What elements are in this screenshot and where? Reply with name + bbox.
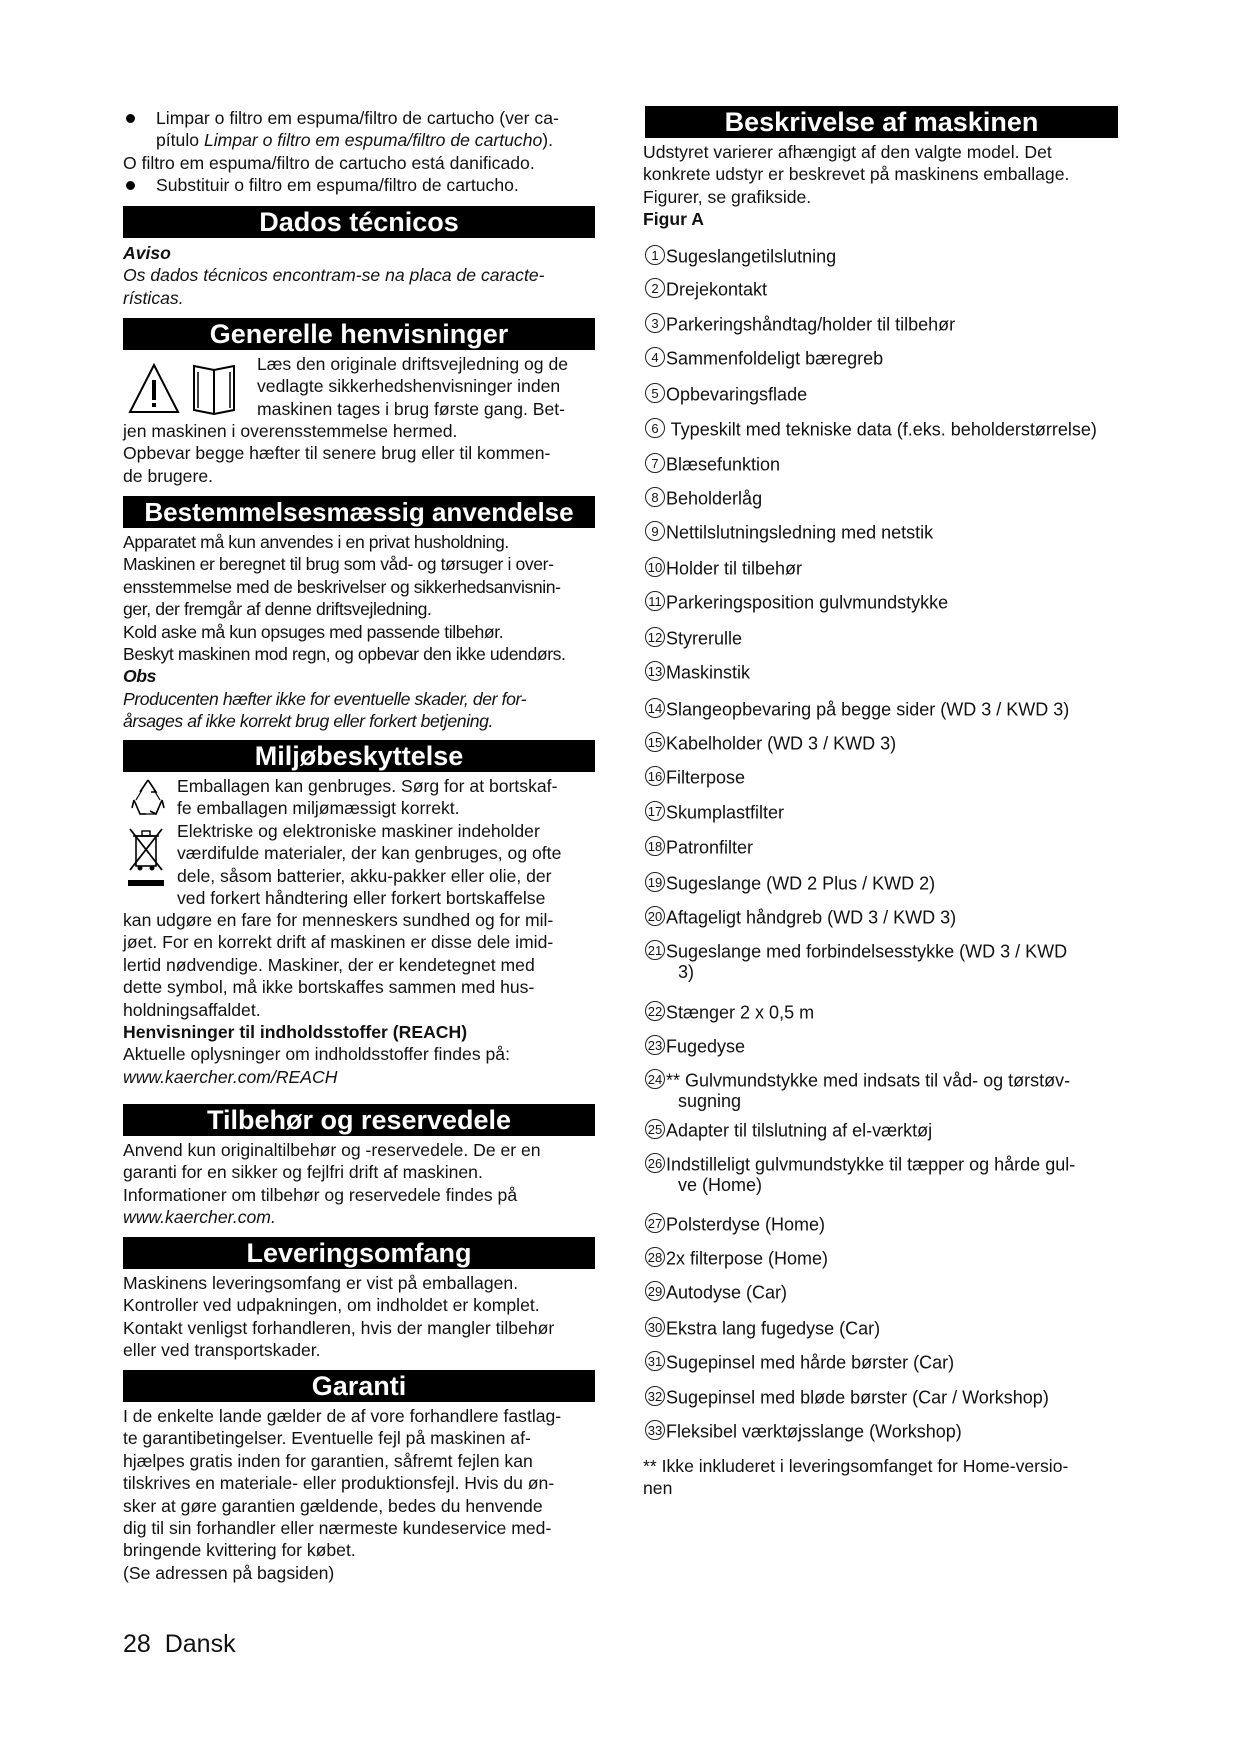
miljo-text: værdifulde materialer, der kan genbruges, og ofte — [177, 843, 562, 864]
section-title-dados: Dados técnicos — [123, 206, 595, 238]
item-label: Sugeslange med forbindelsesstykke (WD 3 / KWD — [666, 941, 1068, 962]
item-label: Polsterdyse (Home) — [666, 1214, 826, 1235]
item-number-badge: 18 — [645, 836, 665, 856]
miljo-text: lertid nødvendige. Maskiner, der er kendetegnet med — [123, 954, 535, 975]
miljo-text: Emballagen kan genbruges. Sørg for at bortskaf- — [177, 776, 558, 796]
item-number-badge: 11 — [645, 591, 665, 611]
item-number-badge: 4 — [645, 347, 665, 367]
parts-list-item — [645, 939, 1067, 962]
reach-text: Aktuelle oplysninger om indholdsstoffer findes på: — [123, 1044, 510, 1065]
intro-line: O filtro em espuma/filtro de cartucho está danificado. — [123, 152, 535, 173]
levering-text: eller ved transportskader. — [123, 1340, 321, 1361]
section-title-miljo: Miljøbeskyttelse — [123, 740, 595, 772]
generelle-text: de brugere. — [123, 465, 213, 486]
bullet-continuation: pítulo Limpar o filtro em espuma/filtro de cartucho). — [156, 130, 554, 151]
section-title-tilbehor: Tilbehør og reservedele — [123, 1104, 595, 1136]
beskrivelse-text: Figurer, se grafikside. — [643, 186, 812, 207]
section-title-levering: Leveringsomfang — [123, 1237, 595, 1269]
generelle-text: maskinen tages i brug første gang. Bet- — [257, 398, 566, 419]
item-number-badge: 17 — [645, 801, 665, 821]
page-number: 28 — [123, 1630, 151, 1658]
page-language: Dansk — [164, 1630, 236, 1658]
parts-list-item — [645, 590, 948, 613]
parts-list-item — [645, 486, 762, 509]
bullet-icon — [126, 114, 135, 123]
beskrivelse-text: konkrete udstyr er beskrevet på maskinens emballage. — [643, 164, 1070, 185]
levering-block — [123, 1272, 603, 1362]
bullet-text: Substituir o filtro em espuma/filtro de cartucho. — [156, 175, 519, 196]
item-label: Beholderlåg — [666, 488, 763, 509]
miljo-text: holdningsaffaldet. — [123, 999, 261, 1020]
item-number-badge: 16 — [645, 766, 665, 786]
parts-list-item — [645, 660, 750, 683]
miljo-block-a — [177, 775, 602, 909]
item-label: Patronfilter — [666, 837, 754, 858]
bullet-item — [123, 174, 595, 196]
waste-bin-crossed-icon — [128, 826, 164, 888]
item-label-continuation: 3) — [678, 962, 695, 982]
generelle-block-a — [257, 353, 597, 420]
generelle-block-b — [123, 420, 595, 487]
bestemmelse-text: Beskyt maskinen mod regn, og opbevar den ikke udendørs. — [123, 644, 566, 665]
generelle-text: jen maskinen i overensstemmelse hermed. — [123, 421, 458, 441]
dados-text: rísticas. — [123, 287, 184, 308]
parts-list-item — [645, 346, 883, 369]
beskrivelse-intro — [643, 141, 1133, 231]
item-number-badge: 33 — [645, 1420, 665, 1440]
item-number-badge: 13 — [645, 661, 665, 681]
item-label-continuation: sugning — [678, 1091, 742, 1111]
garanti-text: (Se adressen på bagsiden) — [123, 1562, 335, 1583]
parts-list-item — [645, 1350, 954, 1373]
item-label: Typeskilt med tekniske data (f.eks. beholderstørrelse) — [666, 419, 1097, 440]
beskrivelse-text: Udstyret varierer afhængigt af den valgte model. Det — [643, 142, 1052, 162]
item-number-badge: 5 — [645, 383, 665, 403]
parts-list-item — [645, 765, 745, 788]
item-number-badge: 2 — [645, 278, 665, 298]
obs-text: Producenten hæfter ikke for eventuelle skader, der for- — [123, 688, 527, 709]
section-title-bestemmelse: Bestemmelsesmæssig anvendelse — [123, 496, 595, 528]
miljo-text: dette symbol, må ikke bortskaffes sammen med hus- — [123, 977, 535, 998]
generelle-text: Læs den originale driftsvejledning og de — [257, 354, 569, 374]
item-label: Parkeringsposition gulvmundstykke — [666, 592, 949, 613]
item-label: Sugeslange (WD 2 Plus / KWD 2) — [666, 873, 936, 894]
tilbehor-block — [123, 1139, 603, 1229]
garanti-block — [123, 1405, 603, 1584]
item-number-badge: 31 — [645, 1351, 665, 1371]
item-label-continuation: ve (Home) — [678, 1175, 763, 1195]
item-number-badge: 32 — [645, 1386, 665, 1406]
item-label: Filterpose — [666, 767, 746, 788]
item-label: Sugeslangetilslutning — [666, 246, 837, 267]
item-label: Sugepinsel med hårde børster (Car) — [666, 1352, 955, 1373]
item-number-badge: 21 — [645, 940, 665, 960]
item-label: Drejekontakt — [666, 279, 768, 300]
item-number-badge: 8 — [645, 487, 665, 507]
miljo-text: Elektriske og elektroniske maskiner indeholder — [177, 820, 540, 841]
bestemmelse-text: ensstemmelse med de beskrivelser og sikkerhedsanvisnin- — [123, 576, 561, 597]
parts-list-item — [645, 1152, 1075, 1175]
levering-text: Kontakt venligst forhandleren, hvis der mangler tilbehør — [123, 1317, 555, 1338]
item-number-badge: 28 — [645, 1247, 665, 1267]
item-number-badge: 22 — [645, 1001, 665, 1021]
footnote-text: ** Ikke inkluderet i leveringsomfanget for Home-versio- — [643, 1456, 1069, 1476]
bullet-icon — [126, 181, 135, 190]
bestemmelse-text: Kold aske må kun opsuges med passende tilbehør. — [123, 621, 504, 642]
item-label: Ekstra lang fugedyse (Car) — [666, 1318, 881, 1339]
parts-list-item — [645, 382, 807, 405]
bestemmelse-text: Maskinen er beregnet til brug som våd- og tørsuger i over- — [123, 554, 554, 575]
item-number-badge: 20 — [645, 906, 665, 926]
item-number-badge: 12 — [645, 627, 665, 647]
item-label: Adapter til tilslutning af el-værktøj — [666, 1120, 933, 1141]
obs-label: Obs — [123, 666, 157, 687]
item-label: Kabelholder (WD 3 / KWD 3) — [666, 733, 897, 754]
parts-list-item — [645, 1385, 1049, 1408]
parts-list-item — [645, 244, 836, 267]
reach-link[interactable]: www.kaercher.com/REACH — [123, 1066, 338, 1087]
parts-list-item — [645, 835, 753, 858]
item-label: Fleksibel værktøjsslange (Workshop) — [666, 1421, 962, 1442]
parts-list-item — [645, 520, 933, 543]
parts-list-item — [645, 1034, 745, 1057]
bullet-item — [123, 107, 595, 129]
item-number-badge: 15 — [645, 732, 665, 752]
miljo-text: dele, såsom batterier, akku-pakker eller olie, der — [177, 865, 552, 886]
bestemmelse-text: Apparatet må kun anvendes i en privat husholdning. — [123, 532, 509, 552]
garanti-text: I de enkelte lande gælder de af vore forhandlere fastlag- — [123, 1406, 562, 1426]
item-number-badge: 26 — [645, 1153, 665, 1173]
garanti-text: hjælpes gratis inden for garantien, såfremt fejlen kan — [123, 1450, 533, 1471]
miljo-text: kan udgøre en fare for menneskers sundhed og for mil- — [123, 910, 554, 930]
item-number-badge: 29 — [645, 1281, 665, 1301]
parts-list-item — [645, 277, 767, 300]
item-number-badge: 27 — [645, 1213, 665, 1233]
reach-heading: Henvisninger til indholdsstoffer (REACH) — [123, 1022, 468, 1043]
parts-list-item — [645, 871, 935, 894]
garanti-text: sker at gøre garantien gældende, bedes du henvende — [123, 1495, 543, 1516]
item-label: Parkeringshåndtag/holder til tilbehør — [666, 314, 956, 335]
section-title-garanti: Garanti — [123, 1370, 595, 1402]
miljo-text: fe emballagen miljømæssigt korrekt. — [177, 798, 460, 819]
bestemmelse-block — [123, 531, 603, 733]
item-number-badge: 10 — [645, 557, 665, 577]
bestemmelse-text: ger, der fremgår af denne driftsvejledning. — [123, 599, 432, 620]
item-number-badge: 25 — [645, 1119, 665, 1139]
item-number-badge: 7 — [645, 453, 665, 473]
parts-list-item — [645, 452, 780, 475]
generelle-text: Opbevar begge hæfter til senere brug eller til kommen- — [123, 443, 551, 464]
item-label: Indstilleligt gulvmundstykke til tæpper og hårde gul- — [666, 1154, 1076, 1175]
item-label: Skumplastfilter — [666, 802, 785, 823]
miljo-text: jøet. For en korrekt drift af maskinen er disse dele imid- — [123, 932, 554, 953]
item-label: 2x filterpose (Home) — [666, 1248, 829, 1269]
aviso-label: Aviso — [123, 243, 171, 263]
item-number-badge: 3 — [645, 313, 665, 333]
item-label: Aftageligt håndgreb (WD 3 / KWD 3) — [666, 907, 957, 928]
item-number-badge: 23 — [645, 1035, 665, 1055]
item-label: ** Gulvmundstykke med indsats til våd- og tørstøv- — [666, 1070, 1071, 1091]
parts-list-item — [645, 1212, 825, 1235]
item-label: Blæsefunktion — [666, 454, 781, 475]
parts-list-item — [645, 800, 784, 823]
item-label: Holder til tilbehør — [666, 558, 803, 579]
item-label: Opbevaringsflade — [666, 384, 808, 405]
levering-text: Kontroller ved udpakningen, om indholdet er komplet. — [123, 1295, 540, 1316]
parts-list-item — [645, 626, 742, 649]
tilbehor-text: Informationer om tilbehør og reservedele findes på — [123, 1184, 518, 1205]
parts-list-item — [645, 556, 802, 579]
parts-list-item — [645, 1000, 814, 1023]
item-label: Styrerulle — [666, 628, 743, 649]
warning-manual-icon — [126, 360, 266, 416]
miljo-text: ved forkert håndtering eller forkert bortskaffelse — [177, 888, 546, 909]
parts-list-item — [645, 1246, 828, 1269]
bullet-text: Limpar o filtro em espuma/filtro de cartucho (ver ca- — [156, 108, 559, 128]
item-number-badge: 30 — [645, 1317, 665, 1337]
recycling-icon — [128, 776, 168, 820]
obs-text: årsages af ikke korrekt brug eller forkert betjening. — [123, 711, 493, 732]
footnote — [643, 1455, 1133, 1500]
item-label: Autodyse (Car) — [666, 1282, 788, 1303]
parts-list-item — [645, 1316, 880, 1339]
item-number-badge: 19 — [645, 872, 665, 892]
page-footer — [123, 1630, 236, 1659]
levering-text: Maskinens leveringsomfang er vist på emballagen. — [123, 1273, 519, 1293]
garanti-text: dig til sin forhandler eller nærmeste kundeservice med- — [123, 1518, 552, 1539]
intro-block — [123, 107, 595, 197]
item-label: Fugedyse — [666, 1036, 746, 1057]
generelle-text: vedlagte sikkerhedshenvisninger inden — [257, 376, 561, 397]
parts-list-item — [645, 1419, 962, 1442]
parts-list-item — [645, 905, 956, 928]
tilbehor-text: Anvend kun originaltilbehør og -reservedele. De er en — [123, 1140, 541, 1160]
item-number-badge: 9 — [645, 521, 665, 541]
parts-list-item — [645, 1280, 787, 1303]
parts-list-item — [645, 417, 1097, 440]
figure-label: Figur A — [643, 209, 704, 230]
item-label: Nettilslutningsledning med netstik — [666, 522, 934, 543]
garanti-text: bringende kvittering for købet. — [123, 1540, 356, 1561]
parts-list-item — [645, 731, 896, 754]
parts-list-item — [645, 1068, 1070, 1091]
tilbehor-text: garanti for en sikker og fejlfri drift af maskinen. — [123, 1162, 483, 1183]
dados-block — [123, 242, 595, 309]
item-label: Slangeopbevaring på begge sider (WD 3 / KWD 3) — [666, 699, 1070, 720]
item-number-badge: 24 — [645, 1069, 665, 1089]
item-number-badge: 6 — [645, 418, 665, 438]
footnote-text: nen — [643, 1478, 673, 1499]
item-label: Sugepinsel med bløde børster (Car / Workshop) — [666, 1387, 1049, 1408]
parts-list-item — [645, 312, 955, 335]
item-label: Sammenfoldeligt bæregreb — [666, 348, 884, 369]
parts-list-item — [645, 697, 1069, 720]
kaercher-link[interactable]: www.kaercher.com. — [123, 1207, 276, 1228]
garanti-text: te garantibetingelser. Eventuelle fejl på maskinen af- — [123, 1428, 531, 1449]
parts-list-item — [645, 1118, 932, 1141]
item-number-badge: 1 — [645, 245, 665, 265]
item-label: Stænger 2 x 0,5 m — [666, 1002, 815, 1023]
dados-text: Os dados técnicos encontram-se na placa de caracte- — [123, 265, 545, 286]
miljo-block-b — [123, 909, 603, 1088]
section-title-generelle: Generelle henvisninger — [123, 318, 595, 350]
item-number-badge: 14 — [645, 698, 665, 718]
garanti-text: tilskrives en materiale- eller produktionsfejl. Hvis du øn- — [123, 1473, 555, 1494]
item-label: Maskinstik — [666, 662, 751, 683]
section-title-beskrivelse: Beskrivelse af maskinen — [645, 106, 1118, 138]
